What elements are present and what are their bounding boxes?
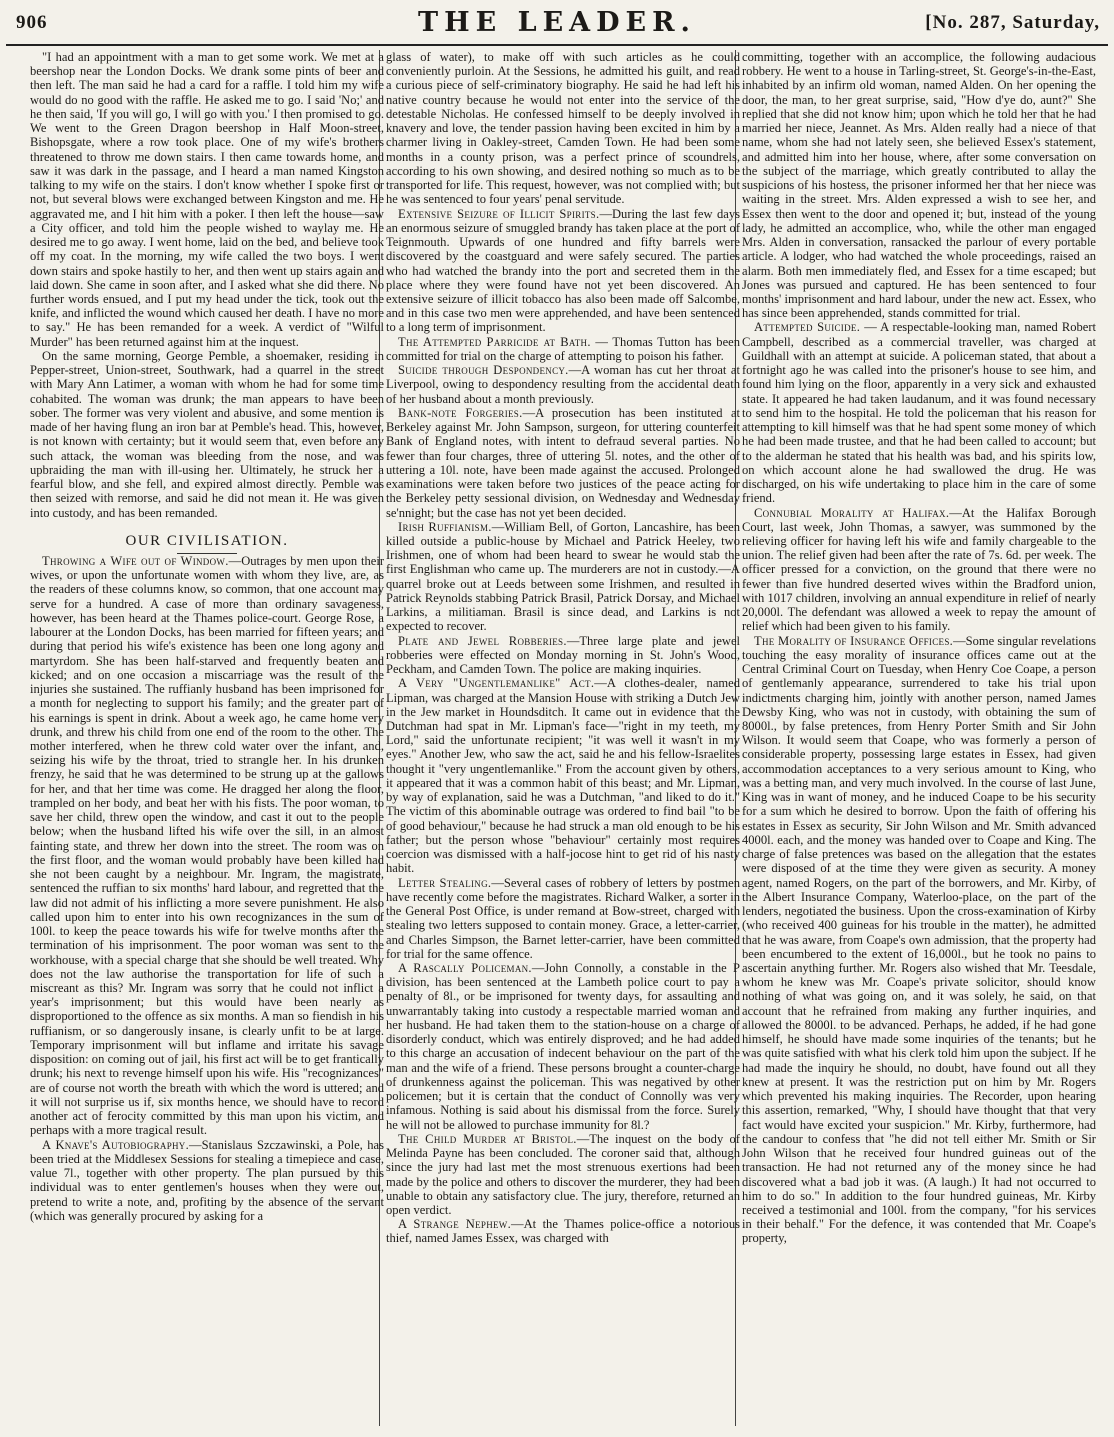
article-head: Plate and Jewel Robberies.: [398, 633, 567, 648]
page-number: 906: [16, 12, 48, 33]
article: [386, 207, 740, 335]
paragraph: committing, together with an accomplice, the following audacious robbery. He went to a house in Tarling-street, St. George's-in-the-East, inhabited by an infirm old woman, named Alden. On her opening the door, the man, to her great surprise, said, "How d'ye do, aunt?" She replied that she did not know him; upon which he told her that he had married her niece, Jeannet. As Mrs. Alden really had a niece of that name, whom she had not lately seen, she believed Essex's statement, and admitted him into her house, where, after some conversation on the subject of the marriage, which greatly contributed to allay the suspicions of his hostess, the prisoner informed her that her niece was waiting in the street. Mrs. Alden expressed a wish to see her, and Essex then went to the door and opened it; but, instead of the young lady, he admitted an accomplice, who, while the other man engaged Mrs. Alden in conversation, ransacked the parlour of every portable article. A lodger, who had watched the whole proceedings, raised an alarm. Both men immediately fled, and Essex for a time escaped; but Jones was pursued and captured. He has been sentenced to four months' imprisonment and hard labour, under the new act. Essex, who has since been apprehended, stands committed for trial.: [742, 50, 1096, 321]
article: [30, 1138, 384, 1223]
article-text: —The inquest on the body of Melinda Payne has been concluded. The coroner said that, although since the jury had last met the most strenuous exertions had been made by the police and others to discover the murderer, they had been unable to obtain any satisfactory clue. The jury, therefore, returned an open verdict.: [386, 1131, 740, 1217]
article-text: —A clothes-dealer, named Lipman, was charged at the Mansion House with striking a Dutch Jew in the Jew market in Houndsditch. It came out in evidence that the Dutchman had spat in Mr. Lipman's face—"right in my teeth, my Lord," said the unfortunate recipient; "it was well it wasn't in my eyes." Another Jew, who saw the act, said he and his fellow-Israelites thought it "very ungentlemanlike." From the account given by others, it appeared that it was a common habit of this beast; and Mr. Lipman, by way of explanation, said he was a Dutchman, "and liked to do it." The victim of this abominable outrage was ordered to find bail "to be of good behaviour," because he had struck a man old enough to be his father; but the person whose "behaviour" certainly most requires coercion was dismissed with a half-jocose hint to get rid of his nasty habit.: [386, 676, 740, 876]
article: [386, 876, 740, 961]
article-head: Attempted Suicide.: [754, 320, 861, 335]
article-text: —Stanislaus Szczawinski, a Pole, has been tried at the Middlesex Sessions for stealing a timepiece and case, value 7l., together with other property. The plan pursued by this individual was to enter gentlemen's houses when they were out, pretend to write a note, and, profiting by the absence of the servant (which was generally procured by asking for a: [30, 1137, 384, 1223]
article: [30, 554, 384, 1138]
column-1: [30, 50, 384, 1432]
article-text: — Thomas Tutton has been committed for trial on the charge of attempting to poison his father.: [386, 334, 740, 363]
article-text: —At the Halifax Borough Court, last week, John Thomas, a sawyer, was summoned by the relieving officer for having left his wife and family chargeable to the union. The relief given had been after the rate of 7s. 6d. per week. The officer pressed for a conviction, on the ground that there were no fewer than five hundred deserted wives within the Bradford union, with 1017 children, involving an annual expenditure in relief of nearly 20,000l. The defendant was allowed a week to repay the amount of relief which had been given to his family.: [742, 505, 1096, 634]
column-2: [386, 50, 740, 1432]
article-text: —Outrages by men upon their wives, or upon the unfortunate women with whom they live, are, as the readers of these columns know, so common, that one account may serve for a hundred. A case of more than ordinary savageness, however, has been heard at the Thames police-court. George Rose, a labourer at the London Docks, has been married for fifteen years; and during that period his wife's existence has been one long agony and martyrdom. She has been half-starved and frequently beaten and kicked; and on one occasion a miscarriage was the result of the injuries she sustained. The ruffianly husband has been imprisoned for a month for neglecting to support his family; and the greater part of his earnings is spent in drink. About a week ago, he came home very drunk, and threw his child from one end of the room to the other. The mother interfered, when he threw cold water over the infant, and, seizing his wife by the throat, tried to strangle her. In his drunken frenzy, he said that he was determined to be strung up at the gallows for her, and that her time was come. He dragged her along the floor, trampled on her body, and beat her with his fists. The poor woman, to save her child, threw open the window, and cast it out to the people below; when the husband lifted his wife over the sill, in an almost fainting state, and threw her down into the street. The room was on the first floor, and the woman would probably have been killed had she not been caught by a neighbour. Mr. Ingram, the magistrate, sentenced the ruffian to six months' hard labour, and regretted that the law did not admit of his inflicting a more severe punishment. He also called upon him to enter into his own recognizances in the sum of 100l. to keep the peace towards his wife for twelve months after the termination of his imprisonment. The poor woman was sent to the workhouse, with a special charge that she should be well treated. Why does not the law authorise the transportation for life of such a miscreant as this? Mr. Ingram was sorry that he could not inflict a year's imprisonment; but this would have been nearly as disproportioned to the offence as six months. A man so fiendish in his ruffianism, or so dangerously insane, is clearly unfit to be at large. Temporary imprisonment will but inflame and irritate his savage disposition: on coming out of jail, his first act will be to get frantically drunk; his next to revenge himself upon his wife. His "recognizances" are of course not worth the breath with which the word is uttered; and it will not surprise us if, six months hence, we should have to record another act of ferocity committed by this man upon his victim, and perhaps with a more tragical result.: [30, 553, 384, 1138]
article-head: Suicide through Despondency.: [398, 363, 569, 378]
article-head: The Child Murder at Bristol.: [398, 1131, 577, 1146]
article-text: —John Connolly, a constable in the P division, has been sentenced at the Lambeth police court to pay a penalty of 8l., or be imprisoned for twenty days, for assaulting and unwarrantably taking into custody a respectable married woman and her husband. He had taken them to the station-house on a charge of disorderly conduct, which was entirely disproved; and he had added to this charge an accusation of indecent behaviour on the part of the man and the wife of a friend. These persons brought a counter-charge of drunkenness against the policeman. This was negatived by other policemen; but it is certain that the conduct of Connolly was very infamous. Nothing is said about his dismissal from the force. Surely he will not be allowed to purchase immunity for 8l.?: [386, 961, 740, 1132]
article-text: —A woman has cut her throat at Liverpool, owing to despondency resulting from the accidental death of her husband about a month previously.: [386, 363, 740, 406]
article: [386, 634, 740, 677]
article-head: A Knave's Autobiography.: [42, 1137, 190, 1152]
article-head: Letter Stealing.: [398, 875, 492, 890]
newspaper-title: THE LEADER.: [418, 7, 696, 38]
article: [386, 335, 740, 363]
article-text: —William Bell, of Gorton, Lancashire, has been killed outside a public-house by Michael and Patrick Heeley, two Irishmen, one of whom had been heard to swear he would stab the first Englishman who came up. The murderers are not in custody.—A quarrel broke out at Leeds between some Irishmen, and resulted in Patrick Reynolds stabbing Patrick Brasil, Patrick Dorsay, and Michael Larkins, a militiaman. Brasil is since dead, and Larkins is not expected to recover.: [386, 519, 740, 634]
article-head: Irish Ruffianism.: [398, 519, 492, 534]
article-head: The Morality of Insurance Offices.: [754, 633, 954, 648]
masthead: [6, 4, 1108, 46]
article: [386, 363, 740, 406]
article: [386, 1132, 740, 1217]
newspaper-page: [6, 4, 1108, 1432]
article-text: —At the Thames police-office a notorious thief, named James Essex, was charged with: [386, 1217, 740, 1246]
article-head: A Rascally Policeman.: [398, 961, 532, 975]
article: [386, 961, 740, 1132]
article-head: Extensive Seizure of Illicit Spirits.: [398, 206, 600, 221]
article-head: Connubial Morality at Halifax.: [754, 505, 950, 520]
paragraph: On the same morning, George Pemble, a shoemaker, residing in Pepper-street, Union-street, Southwark, had a quarrel in the street with Mary Ann Latimer, a woman with whom he had for some time cohabited. The woman was drunk; the man appears to have been sober. The former was very violent and abusive, and some mention is made of her having flung an iron bar at Pemble's head. This, however, is not known with certainty; but it would seem that, even before any such attack, the woman was bleeding from the nose, and was upbraiding the man with ill-using her. Ultimately, he struck her a fearful blow, and she fell, and expired almost directly. Pemble was then seized with remorse, and said he did not mean it. He was given into custody, and has been remanded.: [30, 348, 384, 520]
article: [386, 676, 740, 875]
article-text: —A prosecution has been instituted at Berkeley against Mr. John Sampson, surgeon, for uttering counterfeit Bank of England notes, with intent to defraud several parties. No fewer than four charges, three of uttering 5l. notes, and the other of uttering a 10l. note, have been made against the accused. Prolonged examinations were taken before two justices of the peace acting for the Berkeley petty sessional division, on Wednesday and Wednesday se'nnight; but the case has not yet been decided.: [386, 405, 740, 520]
section-title: OUR CIVILISATION.: [125, 532, 289, 549]
article-text: —During the last few days an enormous seizure of smuggled brandy has taken place at the port of Teignmouth. Upwards of one hundred and fifty barrels were discovered by the coastguard and were safely secured. The parties who had watched the brandy into the port and secreted them in the place where they were found have not yet been discovered. An extensive seizure of illicit tobacco has also been made off Salcombe, and in this case two men were apprehended, and have been sentenced to a long term of imprisonment.: [386, 206, 740, 335]
issue-info: [No. 287, Saturday,: [925, 12, 1100, 33]
paragraph: "I had an appointment with a man to get some work. We met at a beershop near the London Docks. We drank some pints of beer and then left. The man said he had a card for a raffle. I told him my wife would do no good with the raffle. He asked me to go. I said 'No;' and he then said, 'If you will go, I will go with you.' I then promised to go. We went to the Green Dragon beershop in Half Moon-street, Bishopsgate, where a row took place. One of my wife's brothers threatened to throw me down stairs. I then came towards home, and saw it was dark in the passage, and I heard a man named Kingston talking to my wife on the stairs. I don't know whether I spoke first or not, but several blows were exchanged between Kingston and me. He aggravated me, and I hit him with a poker. I then left the house—saw a City officer, and told him the people wished to waylay me. He desired me to go away. I went home, laid on the bed, and believe took off my coat. In the morning, my wife called the two boys. I went down stairs and spoke hastily to her, and then went up stairs again and laid down. She came in soon after, and I asked what she did there. No further words ensued, and I put my head under the tick, took out the knife, and inflicted the wound which caused her death. I have no more to say." He has been remanded for a week. A verdict of "Wilful Murder" has been returned against him at the inquest.: [30, 50, 384, 349]
article: [386, 520, 740, 634]
article: [742, 634, 1096, 1246]
article-text: —Several cases of robbery of letters by postmen have recently come before the magistrates. Richard Walker, a sorter in the General Post Office, is under remand at Bow-street, charged with stealing two letters supposed to contain money. Grace, a letter-carrier, and Charles Simpson, the Barnet letter-carrier, have been committed for trial for the same offence.: [386, 875, 740, 961]
article-head: A Strange Nephew.: [398, 1217, 512, 1232]
columns: [6, 50, 1108, 1432]
article: [386, 1217, 740, 1245]
column-3: [742, 50, 1096, 1432]
article-head: The Attempted Parricide at Bath.: [398, 334, 591, 349]
article-head: Throwing a Wife out of Window.: [42, 553, 229, 568]
article: [742, 506, 1096, 634]
article-text: —Three large plate and jewel robberies were effected on Monday morning in St. John's Wood, Peckham, and Camden Town. The police are making inquiries.: [386, 633, 740, 677]
article: [386, 406, 740, 520]
article-text: — A respectable-looking man, named Robert Campbell, described as a commercial traveller, was charged at Guildhall with an attempt at suicide. A policeman stated, that about a fortnight ago he was called into the prisoner's house to see him, and found him lying on the floor, apparently in a very sick and exhausted state. It appeared he had taken laudanum, and it was found necessary to send him to the hospital. He told the policeman that his reason for attempting to kill himself was that he had spent some money of which he had been made trustee, and that he had been called to account; but to the alderman he stated that his health was bad, and his spirits low, on which account alone he had swallowed the drug. He was discharged, on his wife undertaking to place him in the care of some friend.: [742, 320, 1096, 506]
article: [742, 320, 1096, 505]
article-head: A Very "Ungentlemanlike" Act.: [398, 676, 595, 691]
paragraph: glass of water), to make off with such articles as he could conveniently purloin. At the Sessions, he admitted his guilt, and read a curious piece of self-criminatory biography. He said he had left his native country because he would not enter into the service of the detestable Nicholas. He confessed himself to be deeply involved in knavery and love, the tender passion having been excited in him by a charmer living in Oakley-street, Camden Town. He had been some months in a county prison, was a perfect prince of scoundrels, according to his own showing, and desired nothing so much as to be transported for life. This request, however, was not complied with; but he was sentenced to four years' penal servitude.: [386, 50, 740, 207]
article-text: —Some singular revelations touching the easy morality of insurance offices came out at the Central Criminal Court on Tuesday, when Henry Coe Coape, a person of gentlemanly appearance, surrendered to take his trial upon indictments charging him, jointly with another person, named James Dewsby King, who was not in custody, with obtaining the sum of 8000l., by false pretences, from Henry Porter Smith and Sir John Wilson. It would seem that Coape, who was formerly a person of considerable property, possessing large estates in Essex, had given accommodation acceptances to a very serious amount to King, who was a betting man, and very much involved. In the course of last June, King was in want of money, and he induced Coape to be his security for a sum which he desired to borrow. Upon the faith of offering his estates in Essex as security, Sir John Wilson and Mr. Smith advanced 4000l. each, and the money was handed over to Coape and King. The charge of false pretences was based on the allegation that the estates were disposed of at the time they were given as security. A money agent, named Rogers, on the part of the borrowers, and Mr. Kirby, of the Albert Insurance Company, Waterloo-place, on the part of the lenders, negotiated the business. Upon the cross-examination of Kirby (who received 400 guineas for his trouble in the matter), he admitted that he was aware, from Coape's own admission, that the property had been encumbered to the extent of 16,000l., but he took no pains to ascertain anything further. Mr. Rogers also wished that Mr. Teesdale, whom he knew was Mr. Coape's private solicitor, should know nothing of what was going on, and it was solely, he said, on that account that he refrained from making any further inquiries, and allowed the 8000l. to be advanced. Perhaps, he added, if he had gone himself, he should have made some inquiries of the tenants; but he was quite satisfied with what his clerk told him upon the subject. If he had made the inquiry he should, no doubt, have found out all they knew at present. It was the restriction put on him by Mr. Rogers which prevented his making inquiries. The Recorder, upon hearing this assertion, remarked, "Why, I should have thought that that very fact would have excited your suspicion." Mr. Kirby, furthermore, had the candour to confess that "he did not tell either Mr. Smith or Sir John Wilson that he received four hundred guineas out of the transaction. He had not returned any of the money since he had discovered what a bad job it was. (A laugh.) It had not occurred to him to do so." In addition to the four hundred guineas, Mr. Kirby received a testimonial and 100l. from the company, "for his services in their behalf." For the defence, it was contended that Mr. Coape's property,: [742, 633, 1096, 1246]
article-head: Bank-note Forgeries.: [398, 405, 523, 420]
